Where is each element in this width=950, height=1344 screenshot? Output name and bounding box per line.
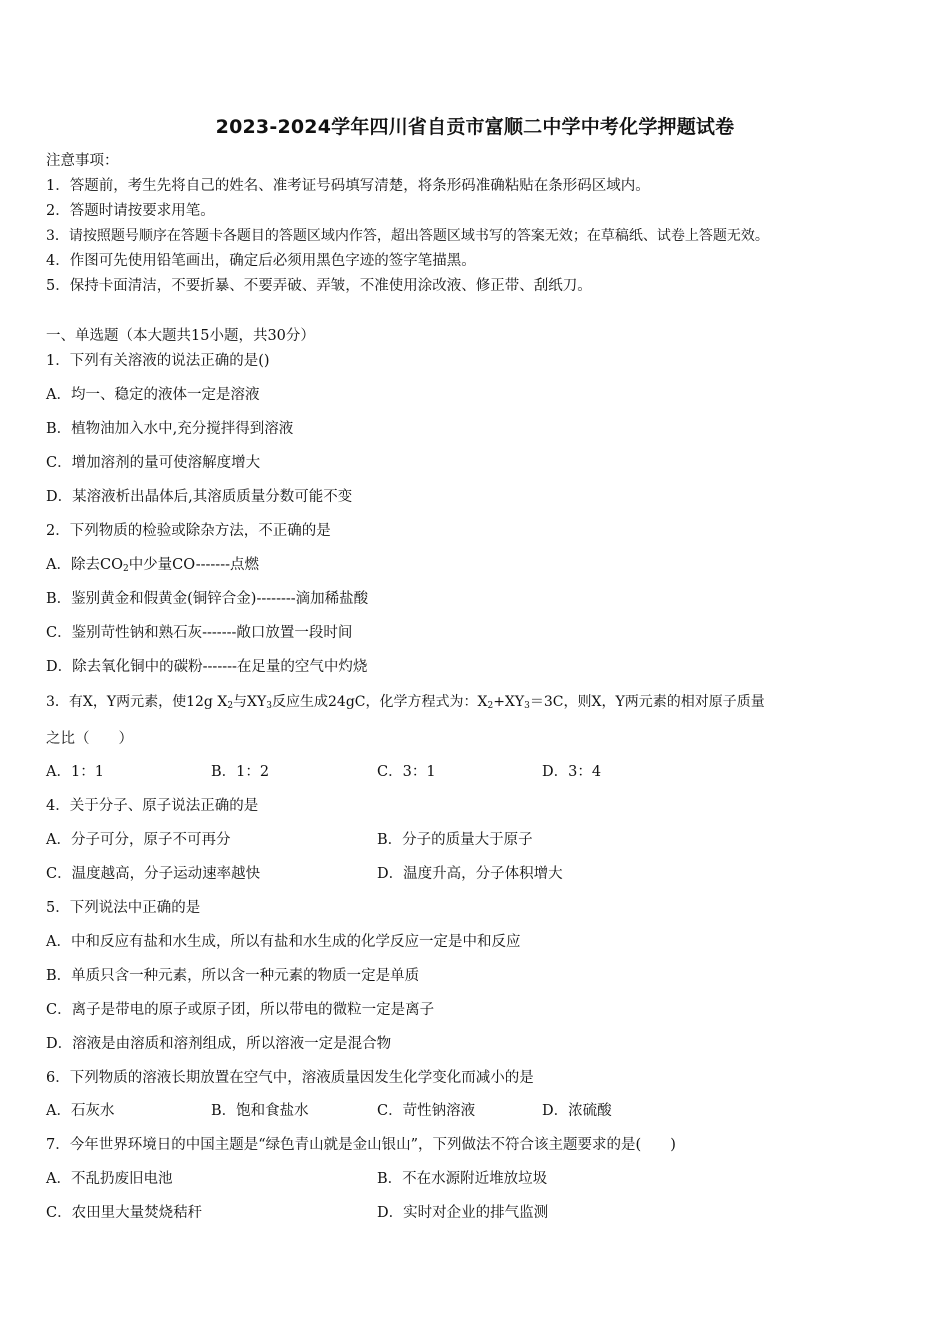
question-7-option-a: A．不乱扔废旧电池	[46, 1171, 173, 1187]
question-5-stem: 5．下列说法中正确的是	[46, 900, 201, 916]
notice-item-4: 4．作图可先使用铅笔画出，确定后必须用黑色字迹的签字笔描黑。	[46, 253, 476, 269]
notice-item-5: 5．保持卡面清洁，不要折暴、不要弄破、弄皱，不准使用涂改液、修正带、刮纸刀。	[46, 278, 592, 294]
question-3-option-c: C．3：1	[377, 764, 436, 780]
question-2-option-b: B．鉴别黄金和假黄金(铜锌合金)--------滴加稀盐酸	[46, 591, 369, 607]
notice-item-2: 2．答题时请按要求用笔。	[46, 203, 215, 219]
question-3-option-d: D．3：4	[542, 764, 602, 780]
question-1-option-d: D．某溶液析出晶体后,其溶质质量分数可能不变	[46, 489, 353, 505]
question-7-option-c: C．农田里大量焚烧秸秆	[46, 1205, 203, 1221]
question-4-option-b: B．分子的质量大于原子	[377, 832, 533, 848]
question-2-stem: 2．下列物质的检验或除杂方法，不正确的是	[46, 523, 331, 539]
question-3-stem-continued: 之比（ ）	[46, 731, 133, 747]
question-6-option-a: A．石灰水	[46, 1103, 115, 1119]
question-6-option-c: C．苛性钠溶液	[377, 1103, 476, 1119]
notice-heading: 注意事项：	[46, 153, 119, 169]
question-6-option-d: D．浓硫酸	[542, 1103, 612, 1119]
question-7-option-d: D．实时对企业的排气监测	[377, 1205, 549, 1221]
question-4-option-c: C．温度越高，分子运动速率越快	[46, 866, 261, 882]
notice-item-3: 3．请按照题号顺序在答题卡各题目的答题区域内作答，超出答题区域书写的答案无效；在草稿纸、试卷上答题无效。	[46, 228, 769, 244]
question-3-option-a: A．1：1	[46, 764, 104, 780]
question-4-option-d: D．温度升高，分子体积增大	[377, 866, 563, 882]
question-6-option-b: B．饱和食盐水	[211, 1103, 309, 1119]
question-7-stem: 7．今年世界环境日的中国主题是“绿色青山就是金山银山”，下列做法不符合该主题要求的是( )	[46, 1137, 676, 1153]
question-5-option-b: B．单质只含一种元素，所以含一种元素的物质一定是单质	[46, 968, 420, 984]
question-4-stem: 4．关于分子、原子说法正确的是	[46, 798, 259, 814]
question-4-option-a: A．分子可分，原子不可再分	[46, 832, 231, 848]
notice-item-1: 1．答题前，考生先将自己的姓名、准考证号码填写清楚，将条形码准确粘贴在条形码区域内。	[46, 178, 650, 194]
question-7-option-b: B．不在水源附近堆放垃圾	[377, 1171, 548, 1187]
question-5-option-d: D．溶液是由溶质和溶剂组成，所以溶液一定是混合物	[46, 1036, 392, 1052]
question-5-option-a: A．中和反应有盐和水生成，所以有盐和水生成的化学反应一定是中和反应	[46, 934, 521, 950]
question-3-option-b: B．1：2	[211, 764, 270, 780]
question-6-stem: 6．下列物质的溶液长期放置在空气中，溶液质量因发生化学变化而减小的是	[46, 1070, 534, 1086]
question-1-option-c: C．增加溶剂的量可使溶解度增大	[46, 455, 261, 471]
question-1-stem: 1．下列有关溶液的说法正确的是()	[46, 353, 270, 369]
section-heading: 一、单选题（本大题共15小题，共30分）	[46, 328, 315, 344]
question-2-option-a: A．除去$CO_2$中少量CO-------点燃	[46, 557, 259, 574]
page-title: 2023-2024学年四川省自贡市富顺二中学中考化学押题试卷	[215, 116, 735, 138]
question-5-option-c: C．离子是带电的原子或原子团，所以带电的微粒一定是离子	[46, 1002, 435, 1018]
question-1-option-b: B．植物油加入水中,充分搅拌得到溶液	[46, 421, 294, 437]
question-1-option-a: A．均一、稳定的液体一定是溶液	[46, 387, 260, 403]
question-2-option-c: C．鉴别苛性钠和熟石灰-------敞口放置一段时间	[46, 625, 353, 641]
question-2-option-d: D．除去氧化铜中的碳粉-------在足量的空气中灼烧	[46, 659, 368, 675]
question-3-stem: 3．有X，Y两元素，使12g $X_2$与$XY_3$反应生成24gC，化学方程式为：$X_2+XY_3=3C$，则X，Y两元素的相对原子质量	[46, 694, 765, 711]
